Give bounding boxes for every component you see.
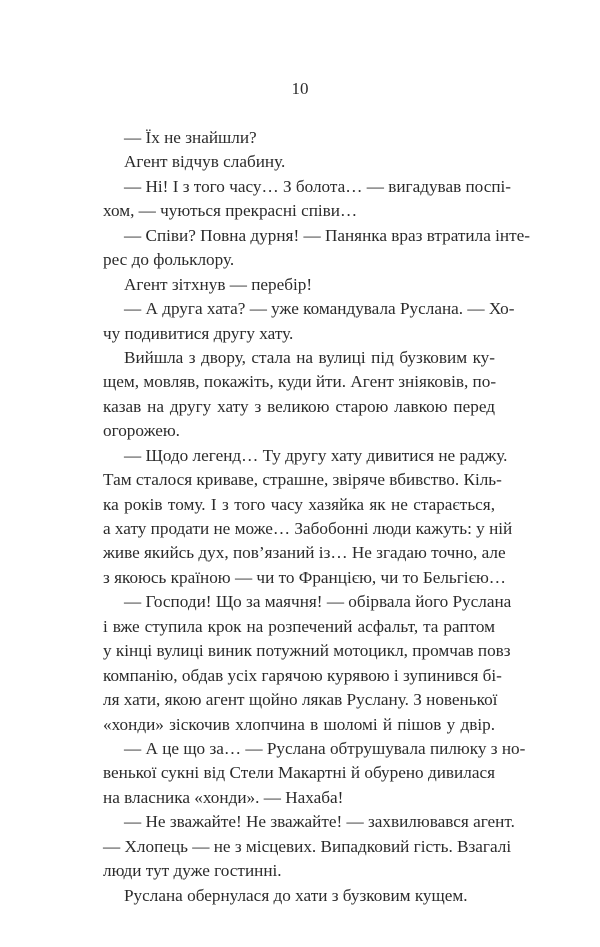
text-line: — Співи? Повна дурня! — Панянка враз втратила інте- bbox=[124, 225, 530, 245]
text-line: з якоюсь країною — чи то Францією, чи то Бельгією… bbox=[103, 567, 506, 587]
text-line: і вже ступила крок на розпечений асфальт, та раптом bbox=[103, 616, 495, 636]
text-line: — А це що за… — Руслана обтрушувала пилюку з но- bbox=[124, 738, 526, 758]
text-line: чу подивитися другу хату. bbox=[103, 323, 294, 343]
text-line: — Господи! Що за маячня! — обірвала його Руслана bbox=[124, 592, 512, 612]
text-line: «хонди» зіскочив хлопчина в шоломі й пішов у двір. bbox=[103, 714, 495, 734]
text-line: — Їх не знайшли? bbox=[124, 128, 257, 147]
body-text bbox=[103, 126, 530, 908]
text-line: у кінці вулиці виник потужний мотоцикл, промчав повз bbox=[103, 641, 511, 661]
text-line: рес до фольклору. bbox=[103, 250, 235, 270]
text-line: ля хати, якою агент щойно лякав Руслану. З новенької bbox=[103, 690, 498, 710]
text-line: люди тут дуже гостинні. bbox=[103, 861, 282, 881]
text-line: — Ні! І з того часу… З болота… — вигадував поспі- bbox=[124, 176, 512, 196]
text-line: живе якийсь дух, пов’язаний із… Не згадаю точно, але bbox=[103, 543, 506, 563]
text-line: — Щодо легенд… Ту другу хату дивитися не раджу. bbox=[124, 445, 508, 465]
text-line: хом, — чуються прекрасні співи… bbox=[103, 201, 358, 221]
text-line: огорожею. bbox=[103, 421, 180, 441]
text-line: компанію, обдав усіх гарячою курявою і зупинився бі- bbox=[103, 665, 502, 685]
page-number: 10 bbox=[291, 79, 309, 98]
text-line: а хату продати не може… Забобонні люди кажуть: у ній bbox=[103, 519, 513, 538]
text-line: — Хлопець — не з місцевих. Випадковий гість. Взагалі bbox=[103, 836, 512, 856]
text-line: Руслана обернулася до хати з бузковим кущем. bbox=[124, 885, 468, 905]
text-line: Там сталося криваве, страшне, звіряче вбивство. Кіль- bbox=[103, 470, 502, 490]
text-line: ка років тому. І з того часу хазяйка як не старається, bbox=[103, 494, 495, 514]
text-line: Вийшла з двору, стала на вулиці під бузковим ку- bbox=[124, 347, 495, 367]
text-line: на власника «хонди». — Нахаба! bbox=[103, 787, 344, 807]
text-line: Агент зітхнув — перебір! bbox=[124, 274, 313, 294]
text-line: — А друга хата? — уже командувала Руслана. — Хо- bbox=[124, 299, 515, 319]
text-line: венької сукні від Стели Макартні й обурено дивилася bbox=[103, 763, 495, 783]
text-line: — Не зважайте! Не зважайте! — захвилювався агент. bbox=[124, 812, 515, 832]
text-line: казав на другу хату з великою старою лавкою перед bbox=[103, 396, 495, 416]
text-line: щем, мовляв, покажіть, куди йти. Агент зніяковів, по- bbox=[103, 372, 497, 392]
text-line: Агент відчув слабину. bbox=[124, 152, 286, 172]
